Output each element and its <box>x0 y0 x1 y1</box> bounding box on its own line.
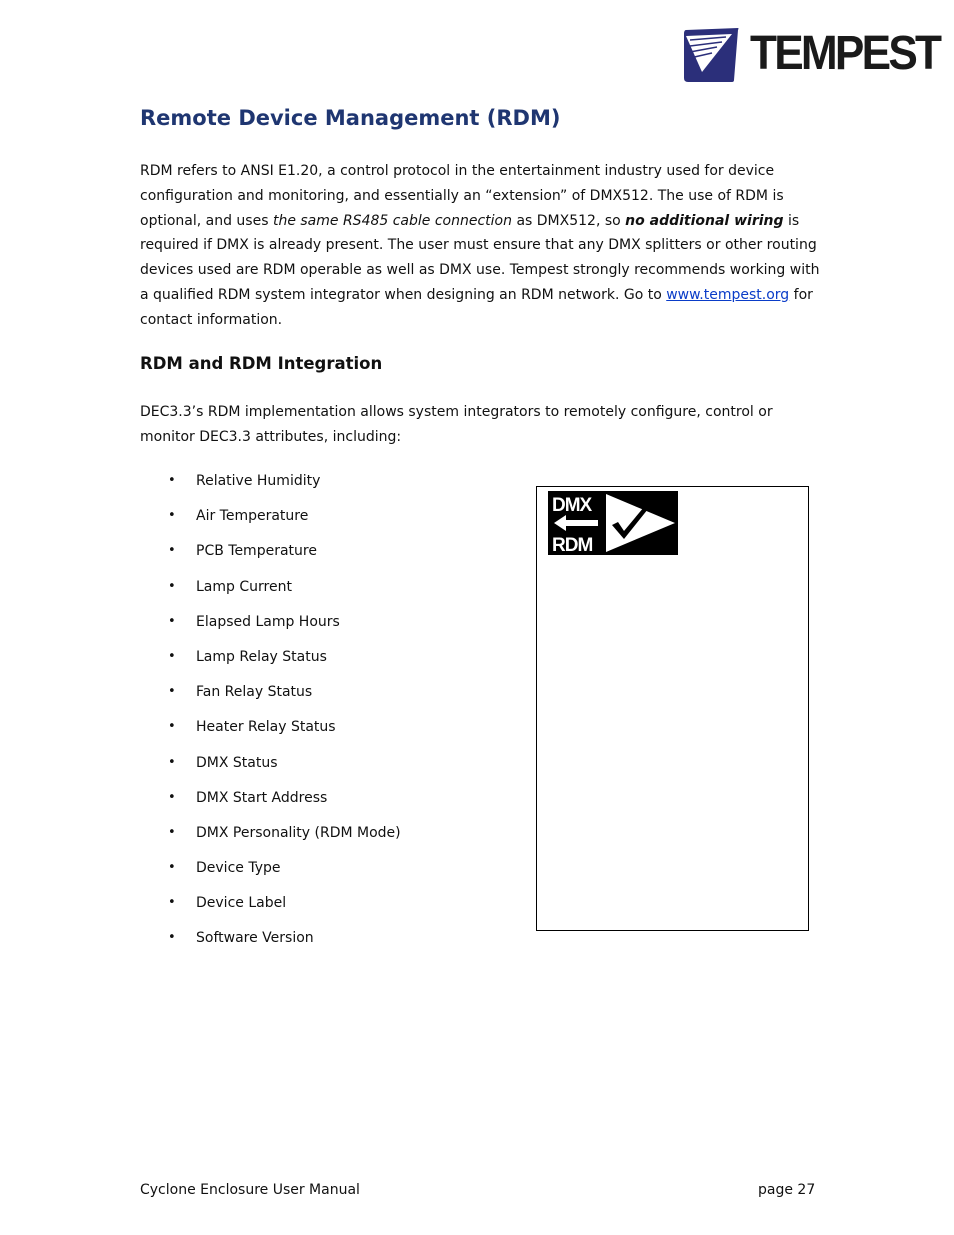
rdm-figure-box <box>536 486 809 931</box>
list-item: • DMX Start Address <box>140 786 500 821</box>
integration-paragraph: DEC3.3’s RDM implementation allows system integrators to remotely configure, control or monitor DEC3.3 attributes, including: <box>140 404 773 445</box>
list-item: • Heater Relay Status <box>140 715 500 750</box>
attribute-list <box>140 469 500 962</box>
footer-manual-title: Cyclone Enclosure User Manual <box>140 1182 360 1198</box>
subsection-title: RDM and RDM Integration <box>140 354 383 373</box>
intro-strong: no additional wiring <box>625 212 784 229</box>
list-item: • Device Type <box>140 856 500 891</box>
list-item: • Lamp Current <box>140 575 500 610</box>
list-item: • Fan Relay Status <box>140 680 500 715</box>
intro-text-1: RDM refers to ANSI E1.20, a control protocol in the entertainment industry used for device configuration and monitoring, and essentially an “extension” of DMX512. The use of RDM is optional, and uses <box>140 163 784 229</box>
dmx-logo-label: DMX <box>552 495 592 516</box>
list-item: • Device Label <box>140 891 500 926</box>
intro-emphasis: the same RS485 cable connection <box>272 212 512 229</box>
intro-text-2: as DMX512, so <box>512 212 626 229</box>
footer-page-number: page 27 <box>758 1182 816 1198</box>
list-item: • Relative Humidity <box>140 469 500 504</box>
list-item: • Elapsed Lamp Hours <box>140 610 500 645</box>
list-item: • PCB Temperature <box>140 539 500 574</box>
list-item: • Software Version <box>140 926 500 961</box>
section-title: Remote Device Management (RDM) <box>140 106 561 130</box>
tempest-logo <box>682 26 940 84</box>
tempest-website-link[interactable]: www.tempest.org <box>666 286 790 303</box>
list-item: • Air Temperature <box>140 504 500 539</box>
list-item: • Lamp Relay Status <box>140 645 500 680</box>
rdm-logo-label: RDM <box>552 535 593 555</box>
dmx-rdm-logo-icon <box>548 491 678 555</box>
tempest-sail-icon <box>682 26 742 84</box>
intro-text-4: for contact information. <box>140 286 813 328</box>
logo-wordmark: TEMPEST <box>750 27 940 80</box>
list-item: • DMX Personality (RDM Mode) <box>140 821 500 856</box>
intro-text-3: is required if DMX is already present. The user must ensure that any DMX splitters or other routing devices used are RDM operable as well as DMX use. Tempest strongly recommends working with a qualified RDM system integrator when designing an RDM network. Go to <box>140 212 820 303</box>
list-item: • DMX Status <box>140 751 500 786</box>
intro-paragraph <box>140 159 820 333</box>
